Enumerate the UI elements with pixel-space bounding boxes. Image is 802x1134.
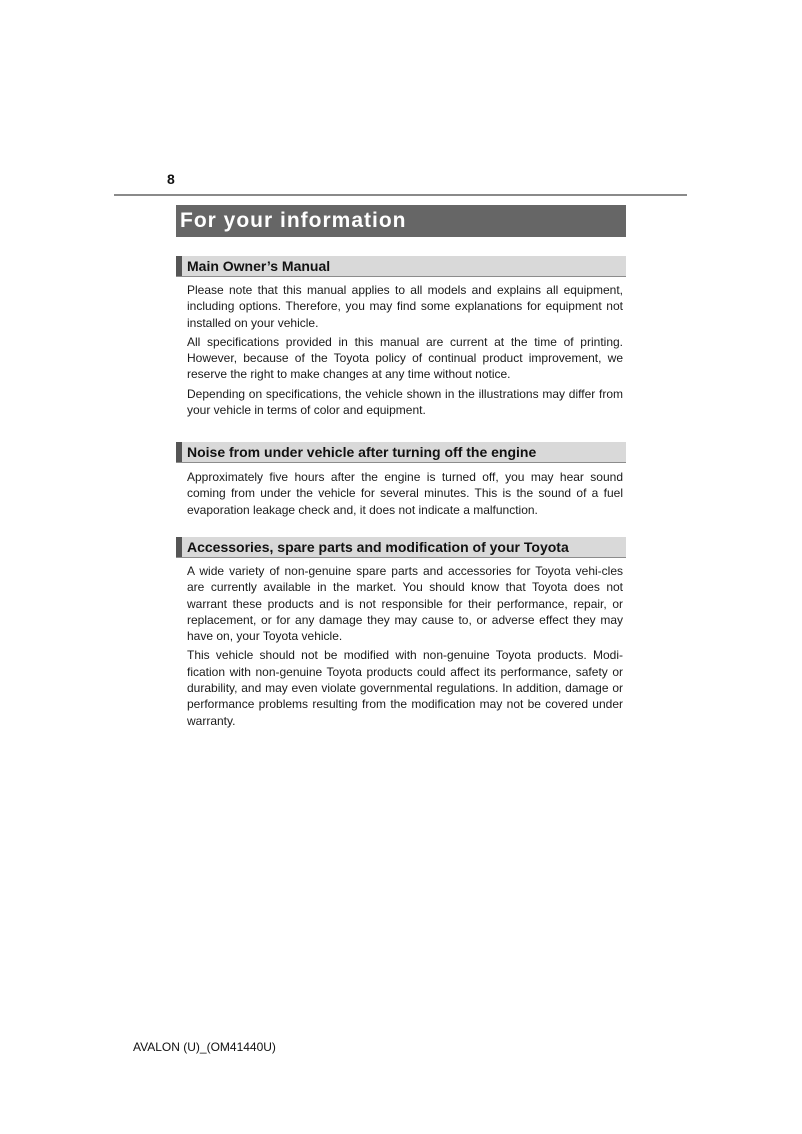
section-heading-text: Accessories, spare parts and modification of your Toyota [187, 539, 569, 555]
section-body-accessories [187, 563, 623, 732]
paragraph: Depending on specifications, the vehicle shown in the illustrations may differ from your vehicle in terms of color and equipment. [187, 386, 623, 418]
paragraph: All specifications provided in this manual are current at the time of printing. However, because of the Toyota policy of continual product improvement, we reserve the right to make changes at any time without notice. [187, 334, 623, 382]
paragraph: A wide variety of non-genuine spare parts and accessories for Toyota vehi-cles are currently available in the market. You should know that Toyota does not warrant these products and is not responsible for their performance, repair, or replacement, or for any damage they may cause to, or adverse effect they may have on, your Toyota vehicle. [187, 564, 623, 644]
chapter-title-bar [176, 205, 626, 237]
paragraph: Approximately five hours after the engine is turned off, you may hear sound coming from under the vehicle for several minutes. This is the sound of a fuel evaporation leakage check and, it does not indicate a malfunction. [187, 470, 623, 517]
footer-model-code: AVALON (U)_(OM41440U) [133, 1040, 276, 1054]
section-heading-noise [176, 442, 626, 463]
section-heading-text: Noise from under vehicle after turning off the engine [187, 444, 537, 460]
section-heading-accessories [176, 537, 626, 558]
page-title: For your information [180, 209, 407, 232]
section-heading-text: Main Owner’s Manual [187, 258, 331, 274]
paragraph: This vehicle should not be modified with non-genuine Toyota products. Modi-fication with non-genuine Toyota products could affect its performance, safety or durability, and may even violate governmental regulations. In addition, damage or performance problems resulting from the modification may not be covered under warranty. [187, 648, 623, 728]
paragraph: Please note that this manual applies to all models and explains all equipment, including options. Therefore, you may find some explanations for equipment not installed on your vehicle. [187, 283, 623, 330]
page-number: 8 [167, 171, 175, 187]
section-body-noise [187, 469, 623, 521]
section-marker [176, 442, 182, 462]
section-marker [176, 256, 182, 276]
header-divider [114, 194, 687, 196]
section-marker [176, 537, 182, 557]
section-heading-main-owners-manual [176, 256, 626, 277]
section-body-main-owners-manual [187, 282, 623, 421]
